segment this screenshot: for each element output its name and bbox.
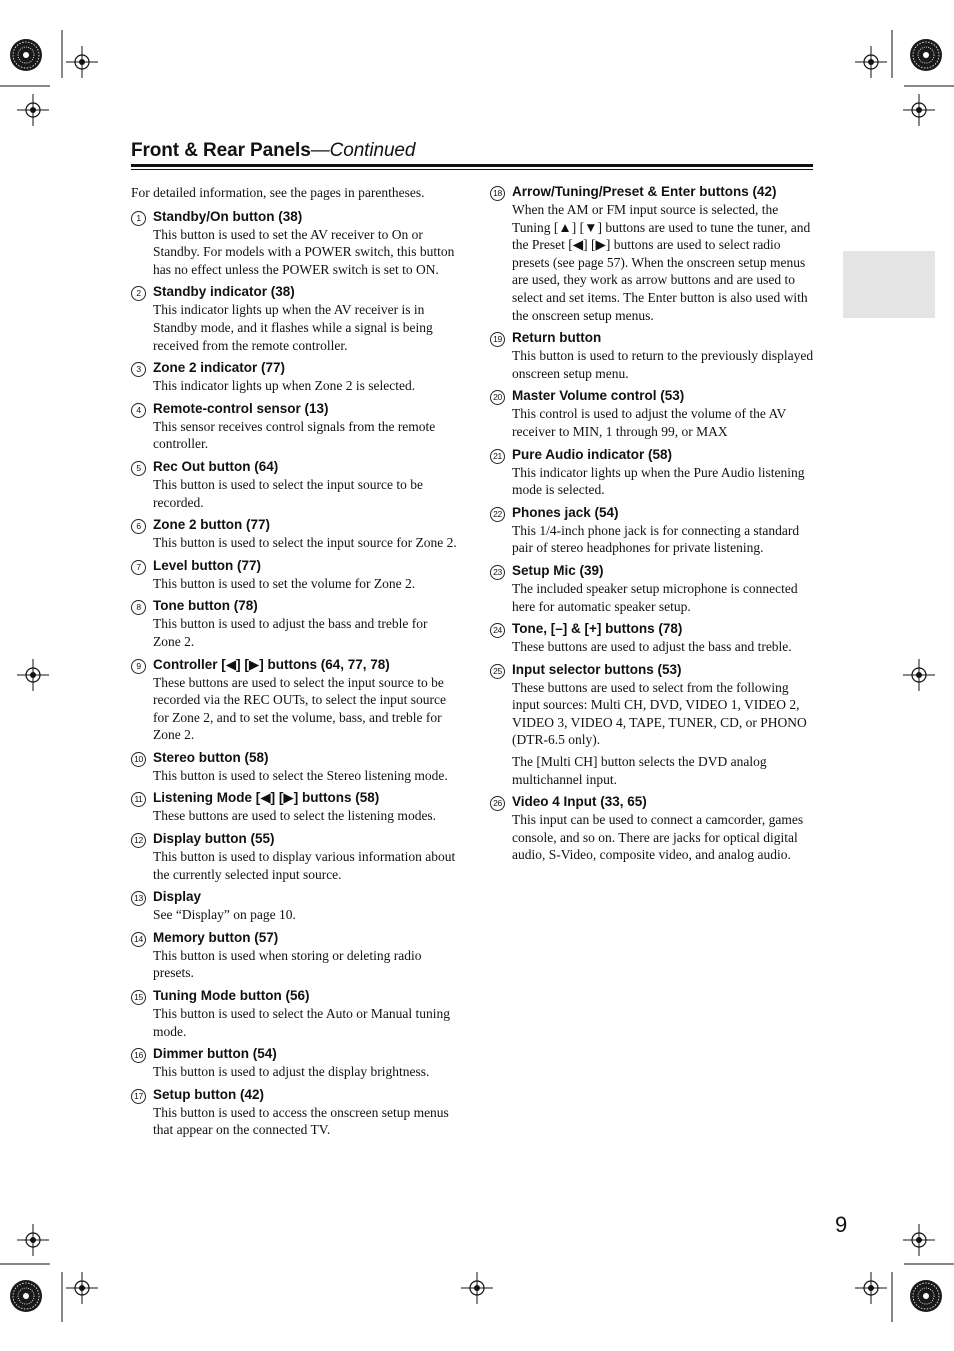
list-item	[490, 183, 815, 324]
item-description: This input can be used to connect a camcorder, games console, and so on. There are jacks for optical digital audio, S-Video, composite video, and analog audio.	[512, 812, 804, 863]
page-number: 9	[835, 1212, 848, 1237]
item-description: These buttons are used to select the listening modes.	[153, 808, 437, 824]
item-number: 18	[490, 186, 505, 201]
item-number: 22	[490, 507, 505, 522]
list-item	[131, 458, 457, 511]
section-tab	[843, 251, 935, 318]
item-description: This button is used to select the Stereo listening mode.	[153, 767, 448, 783]
item-number: 10	[131, 752, 146, 767]
list-item	[131, 929, 457, 982]
list-item	[131, 888, 457, 924]
item-description: This indicator lights up when the AV receiver is in Standby mode, and it flashes while a signal is being received from the remote controller.	[153, 302, 433, 353]
right-column	[490, 183, 815, 869]
item-number: 20	[490, 390, 505, 405]
list-item	[490, 661, 815, 789]
item-title: Rec Out button (64)	[153, 458, 279, 474]
list-item	[131, 557, 457, 593]
list-item	[131, 283, 457, 354]
item-description: This sensor receives control signals from the remote controller.	[153, 418, 436, 452]
list-item	[131, 1086, 457, 1139]
item-title: Display	[153, 889, 202, 905]
item-number: 5	[131, 461, 146, 476]
item-title: Tuning Mode button (56)	[153, 988, 310, 1004]
list-item	[131, 516, 457, 552]
item-description: This control is used to adjust the volume of the AV receiver to MIN, 1 through 99, or MAX	[512, 406, 786, 439]
item-title: Standby indicator (38)	[153, 284, 295, 300]
item-description: These buttons are used to select from the following input sources: Multi CH, DVD, VIDEO 1, VIDEO 2, VIDEO 3, VIDEO 4, TAPE, TUNER, CD, or PHONO (DTR-6.5 only).	[512, 679, 807, 748]
intro-text: For detailed information, see the pages in parentheses.	[131, 185, 425, 200]
list-item	[131, 749, 457, 785]
item-description: This button is used to select the input source for Zone 2.	[153, 535, 457, 551]
item-title: Arrow/Tuning/Preset & Enter buttons (42)	[512, 184, 777, 199]
item-number: 4	[131, 403, 146, 418]
item-description: This button is used to adjust the display brightness.	[153, 1064, 430, 1080]
item-description: This 1/4-inch phone jack is for connecting a standard pair of stereo headphones for private listening.	[512, 522, 800, 556]
list-item	[490, 446, 815, 499]
left-column	[131, 183, 457, 1144]
item-number: 15	[131, 990, 146, 1005]
item-number: 24	[490, 623, 505, 638]
item-number: 1	[131, 211, 146, 226]
item-description: This button is used to display various information about the currently selected input source.	[153, 849, 456, 882]
title-continued: —Continued	[310, 140, 416, 161]
item-number: 16	[131, 1048, 146, 1063]
item-description: This button is used to select the input source to be recorded.	[153, 476, 423, 510]
item-number: 17	[131, 1089, 146, 1104]
item-title: Setup Mic (39)	[512, 562, 604, 578]
item-number: 19	[490, 332, 505, 347]
item-title: Tone button (78)	[153, 598, 258, 614]
left-item-list	[131, 208, 457, 1139]
item-description: This indicator lights up when Zone 2 is selected.	[153, 378, 416, 394]
item-title: Controller [◀] [▶] buttons (64, 77, 78)	[153, 656, 390, 672]
list-item	[131, 208, 457, 279]
item-description: These buttons are used to select the input source to be recorded via the REC OUTs, to select the input source for Zone 2, and to set the volume, bass, and treble for Zone 2.	[153, 674, 446, 743]
list-item	[490, 562, 815, 615]
item-description: This indicator lights up when the Pure Audio listening mode is selected.	[512, 464, 805, 498]
item-title: Phones jack (54)	[512, 504, 619, 520]
item-title: Memory button (57)	[153, 929, 279, 945]
list-item	[490, 504, 815, 557]
item-number: 12	[131, 833, 146, 848]
item-title: Input selector buttons (53)	[512, 661, 682, 677]
item-number: 23	[490, 565, 505, 580]
item-title: Display button (55)	[153, 831, 275, 847]
item-number: 2	[131, 286, 146, 301]
item-number: 7	[131, 560, 146, 575]
item-number: 25	[490, 664, 505, 679]
item-title: Setup button (42)	[153, 1086, 264, 1102]
list-item	[490, 329, 815, 382]
item-title: Remote-control sensor (13)	[153, 400, 329, 416]
item-title: Dimmer button (54)	[153, 1046, 277, 1062]
item-title: Pure Audio indicator (58)	[512, 446, 673, 462]
item-description: This button is used when storing or deleting radio presets.	[153, 947, 422, 981]
item-number: 6	[131, 519, 146, 534]
item-description: The [Multi CH] button selects the DVD analog multichannel input.	[512, 754, 767, 787]
list-item	[490, 387, 815, 440]
item-number: 8	[131, 600, 146, 615]
list-item	[131, 656, 457, 744]
item-description: See “Display” on page 10.	[153, 907, 296, 923]
item-description: This button is used to set the AV receiver to On or Standby. For models with a POWER switch, this button has no effect unless the POWER switch is set to ON.	[153, 226, 455, 277]
title-main: Front & Rear Panels	[131, 140, 311, 161]
item-number: 13	[131, 891, 146, 906]
item-description: When the AM or FM input source is selected, the Tuning [▲] [▼] buttons are used to tune the tuner, and the Preset [◀] [▶] buttons are used to select radio presets (see page 57). When the onscreen setup menus are used, they work as arrow buttons and are used to select and set items. The Enter button is also used with the onscreen setup menus.	[512, 202, 811, 323]
item-number: 14	[131, 932, 146, 947]
page-header	[131, 140, 813, 167]
list-item	[131, 400, 457, 453]
item-number: 21	[490, 449, 505, 464]
list-item	[131, 597, 457, 650]
item-description: This button is used to access the onscreen setup menus that appear on the connected TV.	[153, 1104, 449, 1138]
list-item	[490, 620, 815, 656]
item-title: Tone, [–] & [+] buttons (78)	[512, 621, 683, 637]
item-description: This button is used to select the Auto or Manual tuning mode.	[153, 1006, 450, 1039]
list-item	[131, 830, 457, 883]
item-title: Level button (77)	[153, 557, 262, 573]
item-title: Video 4 Input (33, 65)	[512, 794, 647, 810]
item-number: 26	[490, 796, 505, 811]
item-description: This button is used to set the volume for Zone 2.	[153, 575, 416, 591]
item-description: This button is used to adjust the bass and treble for Zone 2.	[153, 616, 428, 649]
list-item	[131, 1045, 457, 1081]
item-title: Zone 2 indicator (77)	[153, 360, 286, 376]
item-title: Listening Mode [◀] [▶] buttons (58)	[153, 790, 380, 806]
page-title	[131, 140, 813, 162]
right-item-list	[490, 183, 815, 864]
item-title: Stereo button (58)	[153, 749, 269, 765]
item-title: Master Volume control (53)	[512, 388, 685, 404]
list-item	[490, 793, 815, 864]
item-description: This button is used to return to the previously displayed onscreen setup menu.	[512, 348, 814, 381]
item-title: Zone 2 button (77)	[153, 517, 270, 533]
header-rule	[131, 169, 813, 170]
list-item	[131, 359, 457, 395]
item-number: 11	[131, 792, 146, 807]
item-number: 9	[131, 659, 146, 674]
item-description: These buttons are used to adjust the bass and treble.	[512, 639, 792, 655]
item-number: 3	[131, 362, 146, 377]
list-item	[131, 987, 457, 1040]
item-title: Standby/On button (38)	[153, 208, 303, 224]
item-description: The included speaker setup microphone is connected here for automatic speaker setup.	[512, 580, 798, 614]
list-item	[131, 789, 457, 825]
item-title: Return button	[512, 330, 602, 346]
